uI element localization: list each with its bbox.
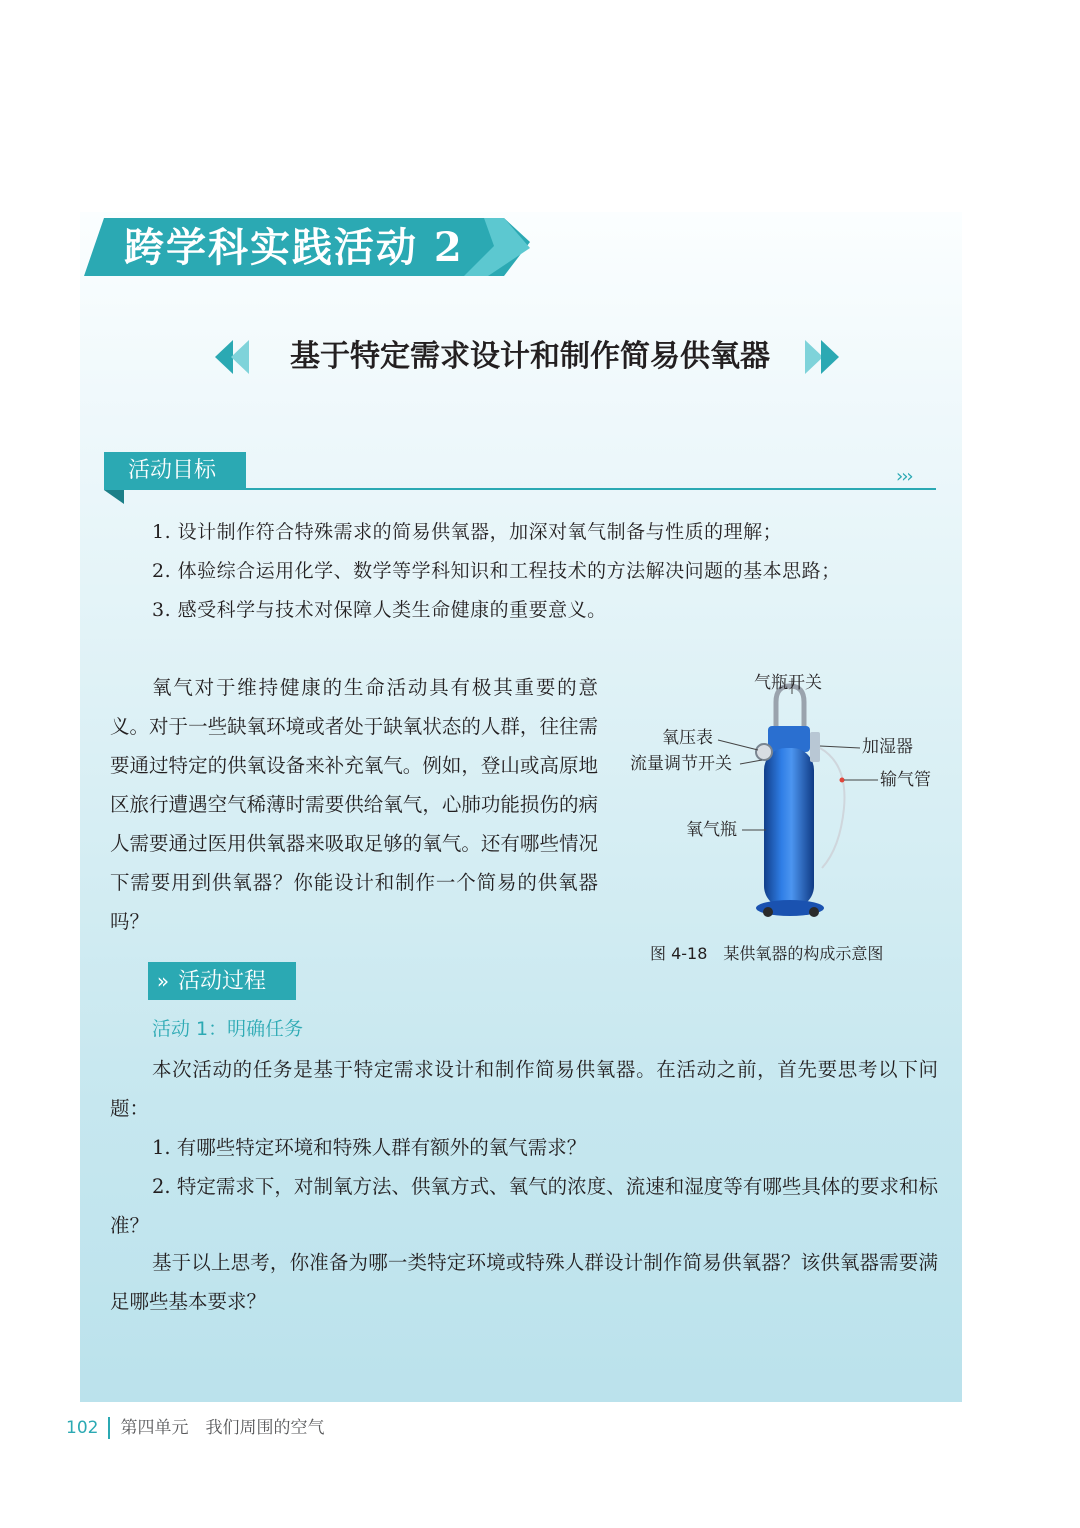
label-valve: 气瓶开关 [754, 673, 822, 693]
tab-fold-shape [104, 490, 124, 504]
label-humidifier: 加湿器 [862, 737, 913, 757]
activity-banner [84, 218, 530, 276]
question-1: 1. 有哪些特定环境和特殊人群有额外的氧气需求？ [152, 1136, 587, 1159]
label-tube: 输气管 [880, 770, 931, 790]
goal-item-1: 1. 设计制作符合特殊需求的简易供氧器，加深对氧气制备与性质的理解； [152, 521, 783, 543]
double-chevron-icon: » [156, 969, 170, 993]
activity-subtitle [215, 332, 845, 382]
process-label: 活动过程 [178, 969, 267, 994]
page-number: 102 [66, 1418, 99, 1438]
question-2: 2. 特定需求下，对制氧方法、供氧方式、氧气的浓度、流速和湿度等有哪些具体的要求和标准？ [110, 1175, 938, 1237]
footer-divider [108, 1417, 110, 1439]
activity-1-paragraph: 本次活动的任务是基于特定需求设计和制作简易供氧器。在活动之前，首先要思考以下问题： [110, 1058, 938, 1120]
oxygen-cylinder-illustration [626, 668, 946, 938]
goal-item-2: 2. 体验综合运用化学、数学等学科知识和工程技术的方法解决问题的基本思路； [152, 560, 841, 582]
double-arrow-right-icon [803, 340, 839, 374]
oxygen-supplier-figure [626, 668, 946, 968]
double-arrow-left-icon [215, 340, 251, 374]
label-flow-switch: 流量调节开关 [630, 754, 732, 774]
goal-item-3: 3. 感受科学与技术对保障人类生命健康的重要意义。 [152, 599, 607, 621]
subtitle-text: 基于特定需求设计和制作简易供氧器 [290, 339, 770, 374]
banner-title: 跨学科实践活动 2 [124, 224, 464, 271]
goals-section-rule [246, 488, 936, 490]
label-gauge: 氧压表 [662, 728, 713, 748]
activity-1-heading: 活动 1：明确任务 [152, 1018, 304, 1040]
intro-paragraph: 氧气对于维持健康的生命活动具有极其重要的意义。对于一些缺氧环境或者处于缺氧状态的人群，往往需要通过特定的供氧设备来补充氧气。例如，登山或高原地区旅行遭遇空气稀薄时需要供给氧气，心肺功能损伤的病人需要通过医用供氧器来吸取足够的氧气。还有哪些情况下需要用到供氧器？你能设计和制作一个简易的供氧器吗？ [110, 676, 598, 933]
page-footer [66, 1414, 324, 1442]
goals-section-tab: 活动目标 [104, 452, 246, 490]
process-section-tab [148, 962, 296, 1000]
label-cylinder: 氧气瓶 [686, 820, 737, 840]
figure-caption: 图 4-18 某供氧器的构成示意图 [650, 944, 884, 963]
unit-title: 第四单元 我们周围的空气 [120, 1418, 325, 1438]
chevron-right-icon: ››› [896, 466, 912, 487]
activity-1-closing: 基于以上思考，你准备为哪一类特定环境或特殊人群设计制作简易供氧器？该供氧器需要满足哪些基本要求？ [110, 1251, 938, 1313]
